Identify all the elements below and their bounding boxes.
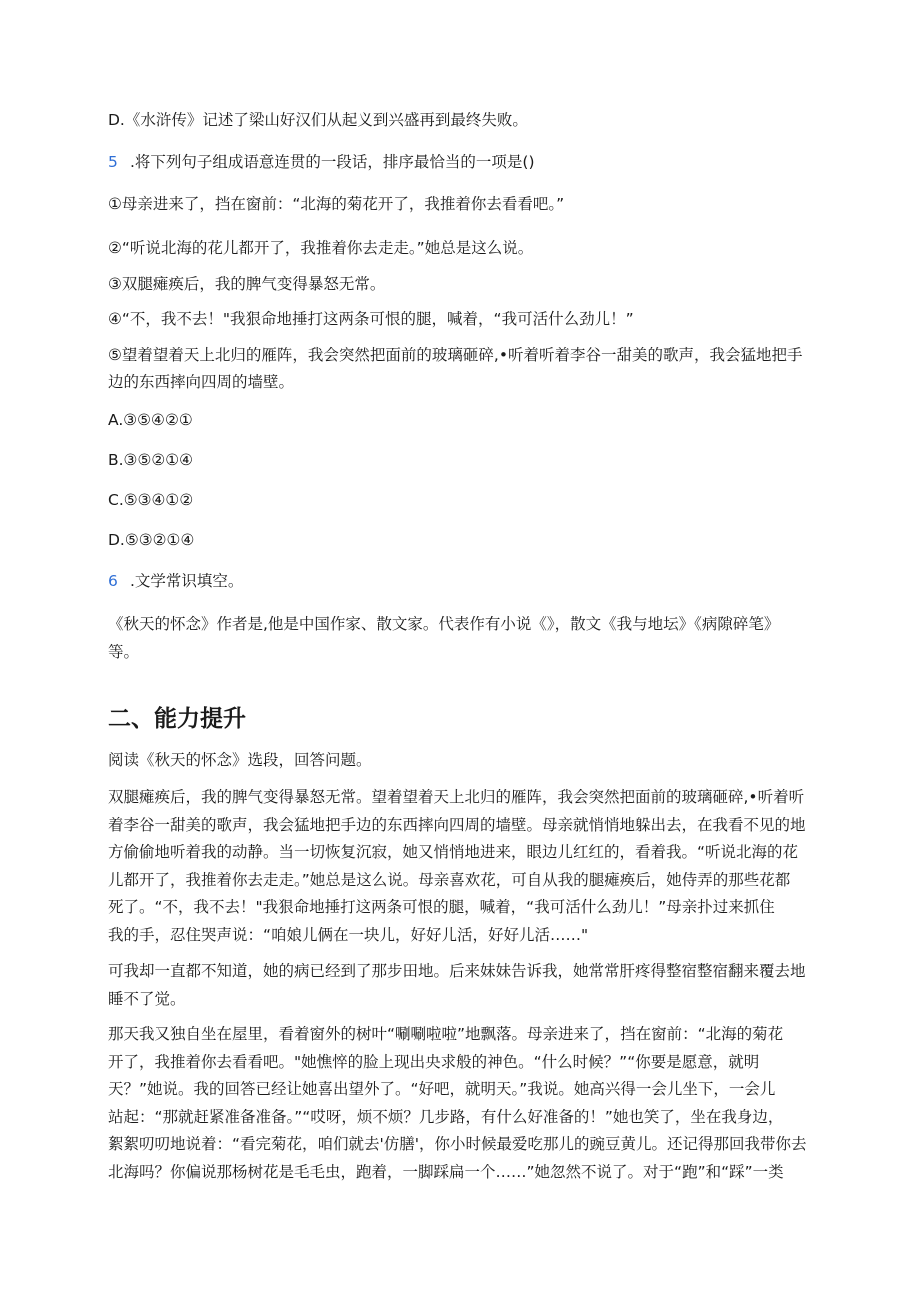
section-title: 二、能力提升 [108, 706, 246, 732]
paragraph-line: 着李谷一甜美的歌声，我会猛地把手边的东西摔向四周的墙壁。母亲就悄悄地躲出去，在我看不见的地 [108, 815, 806, 834]
sentence-2: ②“听说北海的花儿都开了，我推着你去走走。”她总是这么说。 [108, 239, 534, 257]
paragraph-line: 北海吗？你偏说那杨树花是毛毛虫，跑着，一脚踩扁一个……”她忽然不说了。对于“跑”和“踩”一类 [108, 1162, 784, 1181]
option-d: D.⑤③②①④ [108, 531, 195, 549]
sentence-5-line-2: 边的东西摔向四周的墙壁。 [108, 373, 295, 391]
paragraph-line: 天？”她说。我的回答已经让她喜出望外了。“好吧，就明天。”我说。她高兴得一会儿坐下，一会儿 [108, 1080, 776, 1098]
question-5-stem [108, 152, 535, 172]
paragraph-line: 死了。“不，我不去！"我狠命地捶打这两条可恨的腿，喊着，“我可活什么劲儿！”母亲扑过来抓住 [108, 898, 775, 916]
passage-paragraph-3 [108, 1021, 818, 1186]
question-6-text: .文学常识填空。 [130, 572, 244, 590]
question-5-text: .将下列句子组成语意连贯的一段话，排序最恰当的一项是() [130, 153, 535, 171]
option-a: A.③⑤④②① [108, 411, 193, 429]
question-6-number: 6 [108, 572, 118, 590]
option-c: C.⑤③④①② [108, 491, 194, 509]
question-6-line-2: 等。 [108, 643, 140, 661]
paragraph-line: 开了，我推着你去看看吧。"她憔悴的脸上现出央求般的神色。“什么时候？”“你要是愿意，就明 [108, 1052, 760, 1071]
sentence-5-line-1: ⑤望着望着天上北归的雁阵，我会突然把面前的玻璃砸碎,•听着听着李谷一甜美的歌声，我会猛地把手 [108, 346, 803, 364]
question-6-line-1: 《秋天的怀念》作者是,他是中国作家、散文家。代表作有小说《》，散文《我与地坛》《病隙碎笔》 [108, 615, 780, 633]
paragraph-line: 可我却一直都不知道，她的病已经到了那步田地。后来妹妹告诉我，她常常肝疼得整宿整宿翻来覆去地 [108, 962, 806, 980]
paragraph-line: 站起：“那就赶紧准备准备。”“哎呀，烦不烦？几步路，有什么好准备的！”她也笑了，坐在我身边， [108, 1107, 784, 1126]
paragraph-line: 方偷偷地听着我的动静。当一切恢复沉寂，她又悄悄地进来，眼边儿红红的，看着我。“听说北海的花 [108, 843, 799, 861]
paragraph-line: 絮絮叨叨地说着：“看完菊花，咱们就去'仿膳'，你小时候最爱吃那儿的豌豆黄儿。还记得那回我带你去 [108, 1135, 807, 1153]
paragraph-line: 双腿瘫痪后，我的脾气变得暴怒无常。望着望着天上北归的雁阵，我会突然把面前的玻璃砸碎,•听着听 [108, 788, 805, 806]
question-5-number: 5 [108, 153, 118, 171]
paragraph-line: 儿都开了，我推着你去走走。”她总是这么说。母亲喜欢花，可自从我的腿瘫痪后，她侍弄的那些花都 [108, 870, 791, 889]
question-6-stem [108, 571, 243, 591]
sentence-4: ④“不，我不去！"我狠命地捶打这两条可恨的腿，喊着，“我可活什么劲儿！” [108, 310, 634, 328]
sentence-1: ①母亲进来了，挡在窗前：“北海的菊花开了，我推着你去看看吧。” [108, 195, 565, 213]
option-b: B.③⑤②①④ [108, 451, 194, 469]
previous-option-d: D.《水浒传》记述了梁山好汉们从起义到兴盛再到最终失败。 [108, 111, 528, 129]
passage-paragraph-2 [108, 958, 818, 1013]
paragraph-line: 那天我又独自坐在屋里，看着窗外的树叶“唰唰啦啦”地飘落。母亲进来了，挡在窗前：“北海的菊花 [108, 1025, 784, 1043]
passage-paragraph-1 [108, 784, 818, 949]
sentence-3: ③双腿瘫痪后，我的脾气变得暴怒无常。 [108, 275, 386, 293]
reading-intro: 阅读《秋天的怀念》选段，回答问题。 [108, 751, 372, 769]
paragraph-line: 睡不了觉。 [108, 989, 186, 1008]
paragraph-line: 我的手，忍住哭声说：“咱娘儿俩在一块儿，好好儿活，好好儿活……" [108, 925, 589, 944]
